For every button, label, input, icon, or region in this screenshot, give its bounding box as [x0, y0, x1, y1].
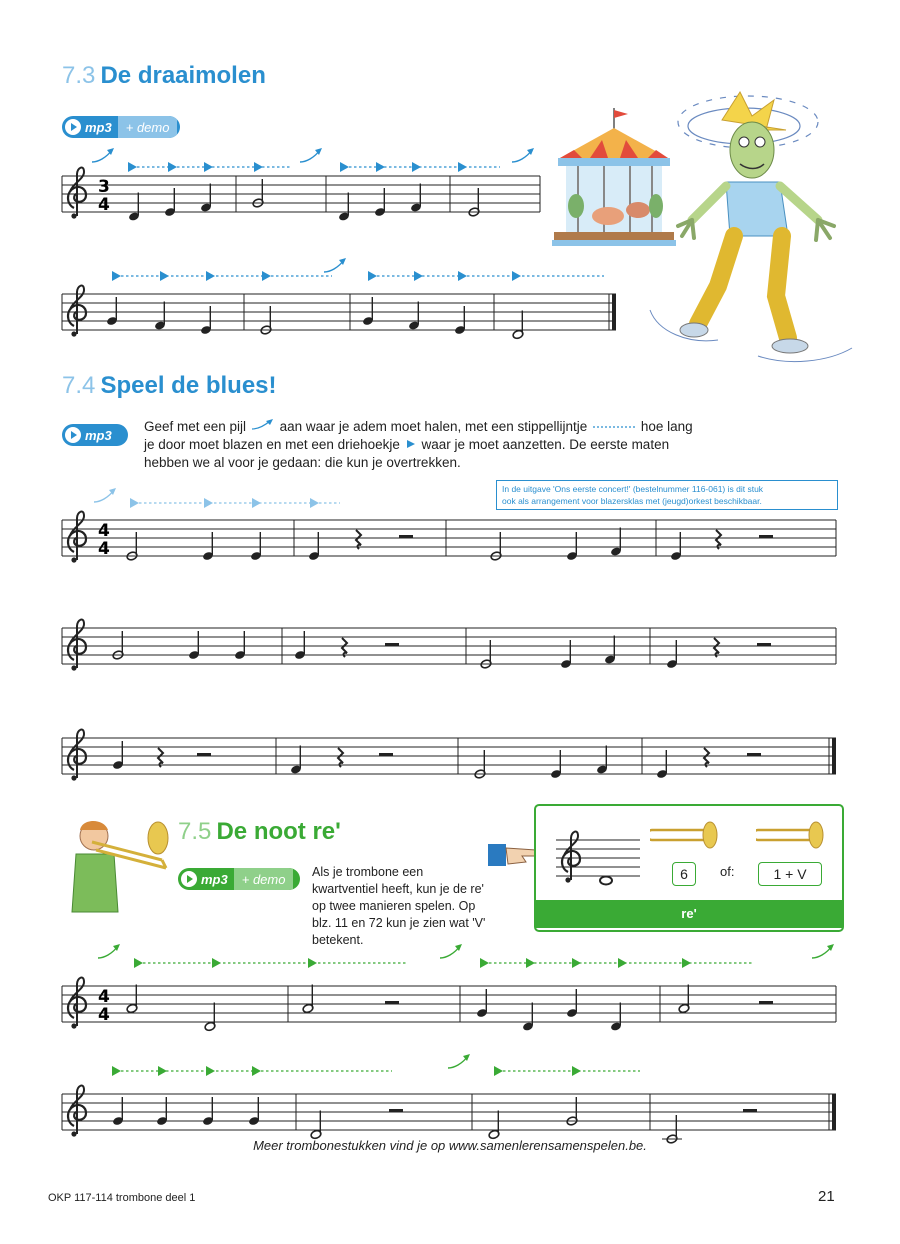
staff-74-3: [62, 730, 836, 781]
position-2-box: 1 + V: [758, 862, 822, 886]
publication-code: OKP 117-114 trombone deel 1: [48, 1192, 196, 1204]
section-number: 7.5: [178, 818, 212, 845]
instruction-text: [144, 418, 784, 472]
staff-75-2: [62, 1086, 836, 1145]
breath-arrow-icon: [250, 419, 276, 431]
re-explanation-line: kwartventiel heeft, kun je de re': [312, 882, 484, 896]
re-note-staff: [556, 826, 646, 896]
re-explanation-line: op twee manieren spelen. Op: [312, 899, 476, 913]
instruction-part: Geef met een pijl: [144, 419, 247, 434]
instruction-part: waar je moet aanzetten. De eerste maten: [421, 437, 670, 452]
breath-marks-73-1: [92, 148, 534, 172]
instruction-part: hoe lang: [640, 419, 693, 434]
badge-mp3-label: mp3: [201, 871, 228, 887]
section-7-4-heading: [62, 372, 277, 400]
instruction-part: hebben we al voor je gedaan: die kun je overtrekken.: [144, 455, 461, 470]
re-explanation-line: Als je trombone een: [312, 865, 424, 879]
triangle-icon: [404, 439, 418, 449]
trombone-position-6-icon: [650, 818, 720, 850]
staff-74-1: [62, 512, 836, 563]
play-icon: [65, 427, 81, 443]
badge-mp3-label: mp3: [85, 427, 112, 443]
trombone-position-1v-icon: [756, 818, 826, 850]
staff-75-1: [62, 978, 836, 1032]
or-label: of:: [720, 864, 735, 879]
staff-74-2: [62, 620, 836, 671]
mp3-demo-badge-green[interactable]: [178, 868, 300, 890]
re-explanation: [312, 864, 522, 949]
breath-marks-74-1: [94, 488, 340, 508]
instruction-part: aan waar je adem moet halen, met een stippellijntje: [279, 419, 588, 434]
badge-demo-label: + demo: [234, 868, 294, 890]
instruction-part: je door moet blazen en met een driehoekje: [144, 437, 400, 452]
time-sig-top: 3: [98, 177, 110, 197]
position-1-box: 6: [672, 862, 696, 886]
dotted-line-icon: [591, 423, 637, 431]
section-number: 7.4: [62, 372, 96, 399]
section-title: Speel de blues!: [100, 372, 277, 399]
staff-73-1: [62, 168, 540, 222]
re-explanation-line: blz. 11 en 72 kun je zien wat 'V': [312, 916, 486, 930]
trombone-player-illustration: [62, 808, 172, 918]
info-note-line: ook als arrangement voor blazersklas met (jeugd)orkest beschikbaar.: [502, 496, 762, 506]
time-sig-bottom: 4: [98, 195, 110, 215]
time-sig-bottom-75: 4: [98, 1005, 110, 1025]
time-sig-top-75: 4: [98, 987, 110, 1007]
footer-link-text[interactable]: Meer trombonestukken vind je op www.samenlerensamenspelen.be.: [253, 1138, 647, 1153]
info-note: [496, 480, 838, 510]
section-7-5-heading: [178, 818, 341, 846]
page-number: 21: [818, 1188, 835, 1205]
dizzy-man-illustration: [648, 86, 858, 368]
info-note-line: In de uitgave 'Ons eerste concert!' (bestelnummer 116-061) is dit stuk: [502, 484, 764, 494]
note-name-label: re': [536, 900, 842, 928]
mp3-badge[interactable]: [62, 424, 128, 446]
time-sig-top-44: 4: [98, 521, 110, 541]
badge-demo-label: + demo: [118, 116, 178, 138]
time-sig-bottom-44: 4: [98, 539, 110, 559]
badge-mp3-label: mp3: [85, 119, 112, 135]
staff-73-2: [62, 286, 616, 340]
play-icon: [181, 871, 197, 887]
section-title: De noot re': [216, 818, 341, 845]
section-number: 7.3: [62, 62, 96, 89]
re-explanation-line: betekent.: [312, 933, 364, 947]
breath-marks-75-2: [112, 1054, 640, 1076]
re-fingering-chart: [534, 804, 844, 932]
breath-marks-73-2: [112, 258, 604, 281]
section-title: De draaimolen: [100, 62, 266, 89]
